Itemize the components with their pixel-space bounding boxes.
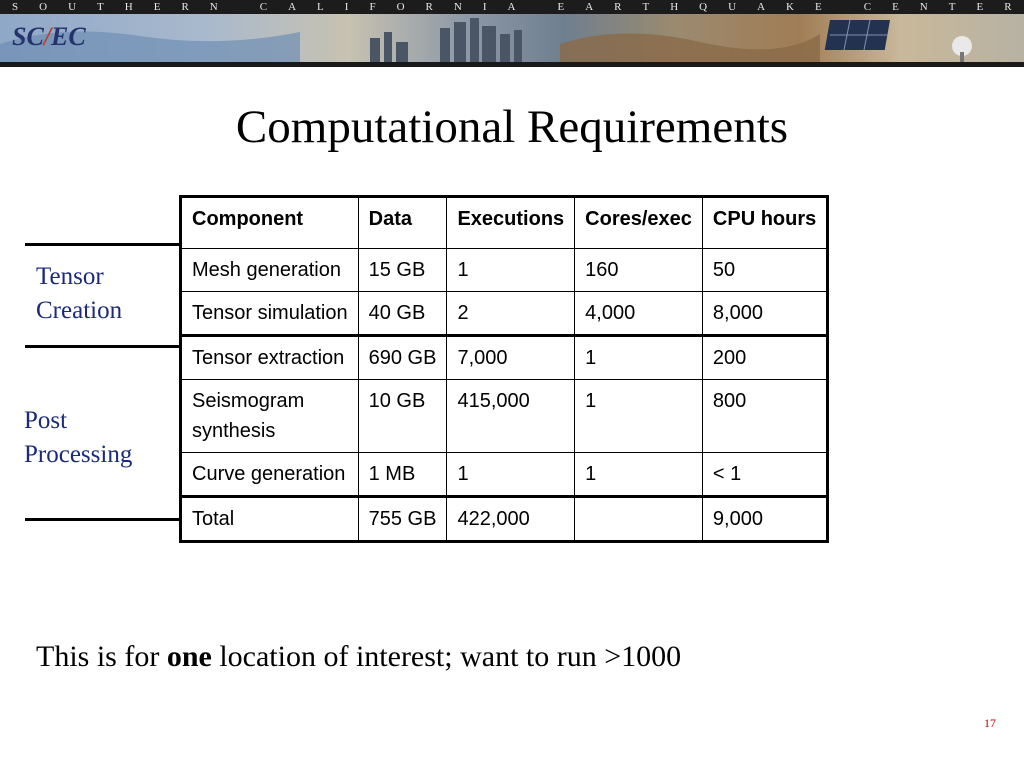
table-body bbox=[181, 249, 828, 542]
column-header: CPU hours bbox=[702, 197, 827, 249]
banner-letter: A bbox=[585, 1, 594, 13]
column-header: Data bbox=[358, 197, 447, 249]
banner-letter: A bbox=[757, 1, 766, 13]
header-photo-banner bbox=[0, 14, 1024, 62]
table-cell: 800 bbox=[702, 380, 827, 453]
column-header: Component bbox=[181, 197, 359, 249]
banner-letter: L bbox=[317, 1, 324, 13]
table-cell: 50 bbox=[702, 249, 827, 292]
table-cell: 4,000 bbox=[575, 292, 703, 336]
table-cell: 10 GB bbox=[358, 380, 447, 453]
banner-divider bbox=[0, 62, 1024, 67]
group-label-tensor-creation: Tensor Creation bbox=[36, 263, 123, 324]
table-cell: 755 GB bbox=[358, 497, 447, 542]
banner-letter: E bbox=[814, 1, 822, 13]
table-cell bbox=[575, 497, 703, 542]
requirements-table bbox=[179, 195, 829, 543]
banner-letter: T bbox=[642, 1, 650, 13]
table-row bbox=[181, 336, 828, 380]
table-cell: 160 bbox=[575, 249, 703, 292]
scec-logo: SC/EC bbox=[12, 22, 86, 51]
banner-letter: R bbox=[425, 1, 433, 13]
banner-letter: I bbox=[482, 1, 487, 13]
table-cell: Mesh generation bbox=[181, 249, 359, 292]
column-header: Executions bbox=[447, 197, 575, 249]
banner-letter: N bbox=[209, 1, 218, 13]
table-cell: 9,000 bbox=[702, 497, 827, 542]
table-cell: Tensor extraction bbox=[181, 336, 359, 380]
footnote bbox=[36, 640, 681, 674]
table-row bbox=[181, 249, 828, 292]
table-cell: < 1 bbox=[702, 453, 827, 497]
group-divider-bottom bbox=[25, 518, 180, 521]
banner-letter: K bbox=[786, 1, 794, 13]
banner-letter: H bbox=[670, 1, 679, 13]
group-label-post-processing: Post Processing bbox=[24, 407, 133, 468]
banner-letter: Q bbox=[699, 1, 708, 13]
column-header: Cores/exec bbox=[575, 197, 703, 249]
table-cell: 415,000 bbox=[447, 380, 575, 453]
banner-letter: N bbox=[919, 1, 928, 13]
banner-letter: S bbox=[12, 1, 19, 13]
banner-letter: O bbox=[39, 1, 48, 13]
group-divider-top bbox=[25, 243, 180, 246]
banner-letter: F bbox=[369, 1, 376, 13]
banner-letter: E bbox=[153, 1, 161, 13]
table-cell: 1 bbox=[575, 380, 703, 453]
table-row bbox=[181, 497, 828, 542]
slide-title: Computational Requirements bbox=[235, 101, 789, 153]
banner-letter: R bbox=[181, 1, 189, 13]
banner-lettering bbox=[0, 0, 1024, 14]
banner-letter: A bbox=[288, 1, 297, 13]
table-cell: 200 bbox=[702, 336, 827, 380]
banner-letter: E bbox=[557, 1, 565, 13]
table-cell: 1 bbox=[575, 453, 703, 497]
banner-letter: H bbox=[124, 1, 133, 13]
table-cell: 8,000 bbox=[702, 292, 827, 336]
table-cell: 1 bbox=[575, 336, 703, 380]
banner-letter: R bbox=[1004, 1, 1012, 13]
table-cell: 15 GB bbox=[358, 249, 447, 292]
note-prefix: This is for bbox=[36, 640, 167, 673]
table-cell: 422,000 bbox=[447, 497, 575, 542]
group-divider-middle bbox=[25, 345, 180, 348]
banner-letter: O bbox=[396, 1, 405, 13]
table-cell: 690 GB bbox=[358, 336, 447, 380]
table-cell: 1 MB bbox=[358, 453, 447, 497]
table-cell: 7,000 bbox=[447, 336, 575, 380]
banner-letter: C bbox=[863, 1, 872, 13]
note-emphasis: one bbox=[166, 640, 212, 673]
table-cell: Seismogram synthesis bbox=[181, 380, 359, 453]
table-cell: 1 bbox=[447, 453, 575, 497]
banner-letter: T bbox=[97, 1, 104, 13]
banner-letter: C bbox=[259, 1, 268, 13]
banner-letter: T bbox=[948, 1, 956, 13]
table-row bbox=[181, 292, 828, 336]
table-cell: Curve generation bbox=[181, 453, 359, 497]
table-header-row bbox=[181, 197, 828, 249]
banner-letter: U bbox=[68, 1, 77, 13]
banner-letter: N bbox=[453, 1, 462, 13]
banner-letter: E bbox=[892, 1, 899, 13]
table-cell: Tensor simulation bbox=[181, 292, 359, 336]
banner-scenery bbox=[0, 14, 1024, 62]
table-cell: 2 bbox=[447, 292, 575, 336]
page-number: 17 bbox=[984, 716, 996, 730]
table-row bbox=[181, 453, 828, 497]
banner-letter: A bbox=[507, 1, 516, 13]
banner-letter: E bbox=[976, 1, 984, 13]
table-cell: 1 bbox=[447, 249, 575, 292]
table-cell: 40 GB bbox=[358, 292, 447, 336]
table-row bbox=[181, 380, 828, 453]
banner-letter: U bbox=[728, 1, 737, 13]
table-cell: Total bbox=[181, 497, 359, 542]
note-suffix: location of interest; want to run >1000 bbox=[211, 640, 682, 673]
banner-letter: I bbox=[344, 1, 349, 13]
banner-letter: R bbox=[614, 1, 622, 13]
